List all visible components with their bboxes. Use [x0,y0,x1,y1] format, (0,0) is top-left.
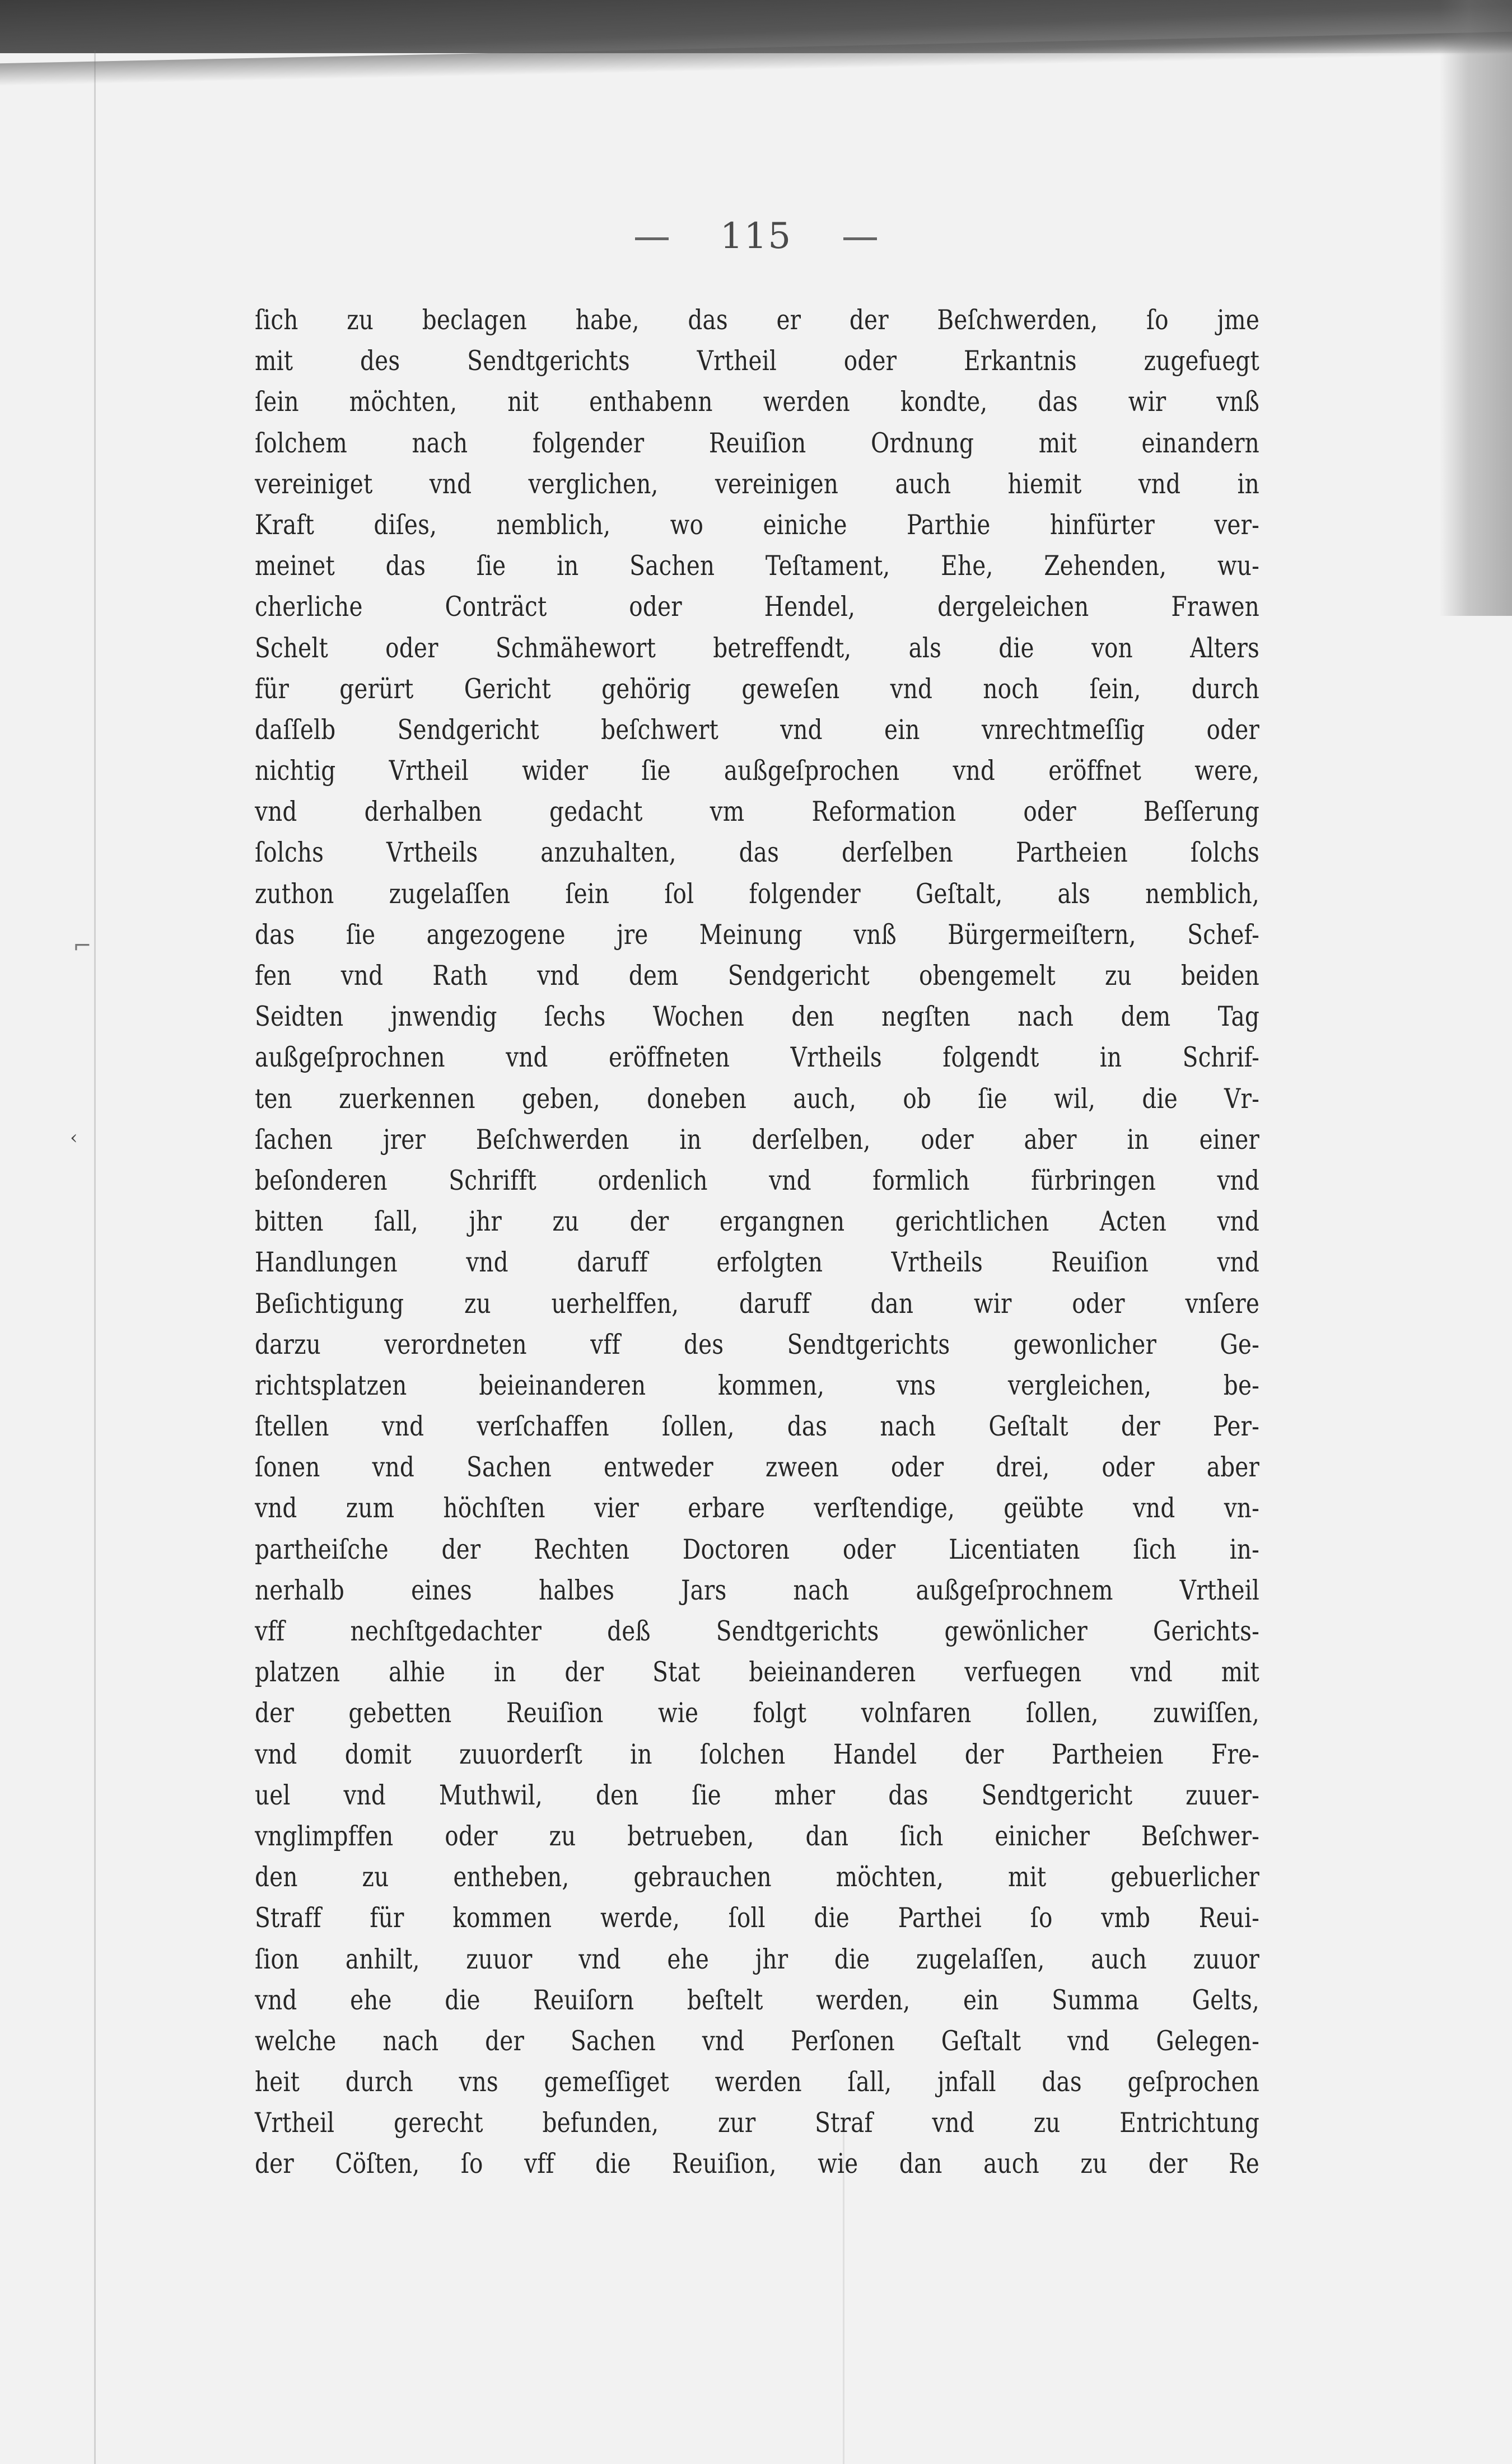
text-line: uel vnd Muthwil, den ſie mher das Sendtgericht zuuer- [255,1779,1259,1811]
text-line: ten zuerkennen geben, doneben auch, ob ſie wil, die Vr- [255,1082,1259,1115]
text-line: ſein möchten, nit enthabenn werden kondte, das wir vnß [255,386,1259,418]
text-line: nerhalb eines halbes Jars nach außgeſprochnem Vrtheil [255,1574,1259,1606]
header-dash-left [635,237,669,240]
text-line: Beſichtigung zu uerhelffen, daruff dan wir oder vnſere [255,1287,1259,1320]
margin-bracket-mark: ⌐ [73,933,92,959]
text-line: vnd derhalben gedacht vm Reformation oder Beſſerung [255,796,1259,828]
text-line: Vrtheil gerecht befunden, zur Straf vnd zu Entrichtung [255,2107,1259,2139]
text-line: vnd domit zuuorderſt in ſolchen Handel der Partheien Fre- [255,1738,1259,1770]
text-line: platzen alhie in der Stat beieinanderen verfuegen vnd mit [255,1656,1259,1689]
text-line: für gerürt Gericht gehörig geweſen vnd noch ſein, durch [255,672,1259,705]
text-line: ſion anhilt, zuuor vnd ehe jhr die zugelaſſen, auch zuuor [255,1943,1259,1975]
header-dash-right [843,237,877,240]
text-line: ſtellen vnd verſchaffen ſollen, das nach Geſtalt der Per- [255,1410,1259,1443]
text-line: Straff für kommen werde, ſoll die Parthei ſo vmb Reui- [255,1902,1259,1934]
text-line: zuthon zugelaſſen ſein ſol folgender Geſtalt, als nemblich, [255,877,1259,910]
text-line: ſich zu beclagen habe, das er der Beſchwerden, ſo jme [255,304,1259,336]
text-line: außgeſprochnen vnd eröffneten Vrtheils folgendt in Schrif- [255,1041,1259,1074]
text-line: fen vnd Rath vnd dem Sendgericht obengemelt zu beiden [255,960,1259,992]
scanner-edge-top [0,0,1512,53]
body-text [255,300,1263,2185]
text-line: den zu entheben, gebrauchen möchten, mit gebuerlicher [255,1861,1259,1893]
text-line: mit des Sendtgerichts Vrtheil oder Erkantnis zugefuegt [255,345,1259,377]
text-line: Schelt oder Schmähewort betreffendt, als die von Alters [255,632,1259,664]
margin-tick-mark: ‹ [70,1126,78,1149]
text-line: ſolchs Vrtheils anzuhalten, das derſelben Partheien ſolchs [255,836,1259,869]
text-line: vff nechſtgedachter deß Sendtgerichts gewönlicher Gerichts- [255,1615,1259,1647]
text-line: partheiſche der Rechten Doctoren oder Licentiaten ſich in- [255,1533,1259,1565]
text-line: richtsplatzen beieinanderen kommen, vns vergleichen, be- [255,1369,1259,1401]
text-line: daſſelb Sendgericht beſchwert vnd ein vnrechtmeſſig oder [255,713,1259,746]
text-line: ſachen jrer Beſchwerden in derſelben, oder aber in einer [255,1123,1259,1156]
text-line: bitten ſall, jhr zu der ergangnen gerichtlichen Acten vnd [255,1205,1259,1238]
text-line: vnglimpffen oder zu betrueben, dan ſich einicher Beſchwer- [255,1820,1259,1852]
scanner-edge-right [1439,0,1512,616]
text-line: ſonen vnd Sachen entweder zween oder drei, oder aber [255,1451,1259,1484]
text-line: der Cöſten, ſo vff die Reuiſion, wie dan auch zu der Re [255,2148,1259,2180]
text-line: das ſie angezogene jre Meinung vnß Bürgermeiſtern, Schef- [255,918,1259,951]
text-line: der gebetten Reuiſion wie folgt volnfaren ſollen, zuwiſſen, [255,1697,1259,1729]
text-line: vereiniget vnd verglichen, vereinigen auch hiemit vnd in [255,467,1259,500]
page-header [0,216,1512,257]
text-line: darzu verordneten vff des Sendtgerichts gewonlicher Ge- [255,1328,1259,1360]
text-line: nichtig Vrtheil wider ſie außgeſprochen vnd eröffnet were, [255,755,1259,787]
text-line: Handlungen vnd daruff erfolgten Vrtheils Reuiſion vnd [255,1246,1259,1279]
text-line: vnd zum höchſten vier erbare verſtendige, geübte vnd vn- [255,1492,1259,1525]
page-number: 115 [720,216,792,257]
page-edge-line [94,50,96,2464]
text-line: ſolchem nach folgender Reuiſion Ordnung mit einandern [255,427,1259,459]
text-line: cherliche Conträct oder Hendel, dergeleichen Frawen [255,591,1259,623]
text-line: beſonderen Schrifft ordenlich vnd formlich fürbringen vnd [255,1164,1259,1196]
text-line: meinet das ſie in Sachen Teſtament, Ehe, Zehenden, wu- [255,550,1259,582]
text-line: welche nach der Sachen vnd Perſonen Geſtalt vnd Gelegen- [255,2024,1259,2057]
text-line: vnd ehe die Reuiſorn beſtelt werden, ein Summa Gelts, [255,1984,1259,2016]
text-line: Kraft diſes, nemblich, wo einiche Parthie hinfürter ver- [255,508,1259,541]
text-line: heit durch vns gemeſſiget werden ſall, jnfall das geſprochen [255,2066,1259,2098]
text-line: Seidten jnwendig ſechs Wochen den negſten nach dem Tag [255,1000,1259,1033]
